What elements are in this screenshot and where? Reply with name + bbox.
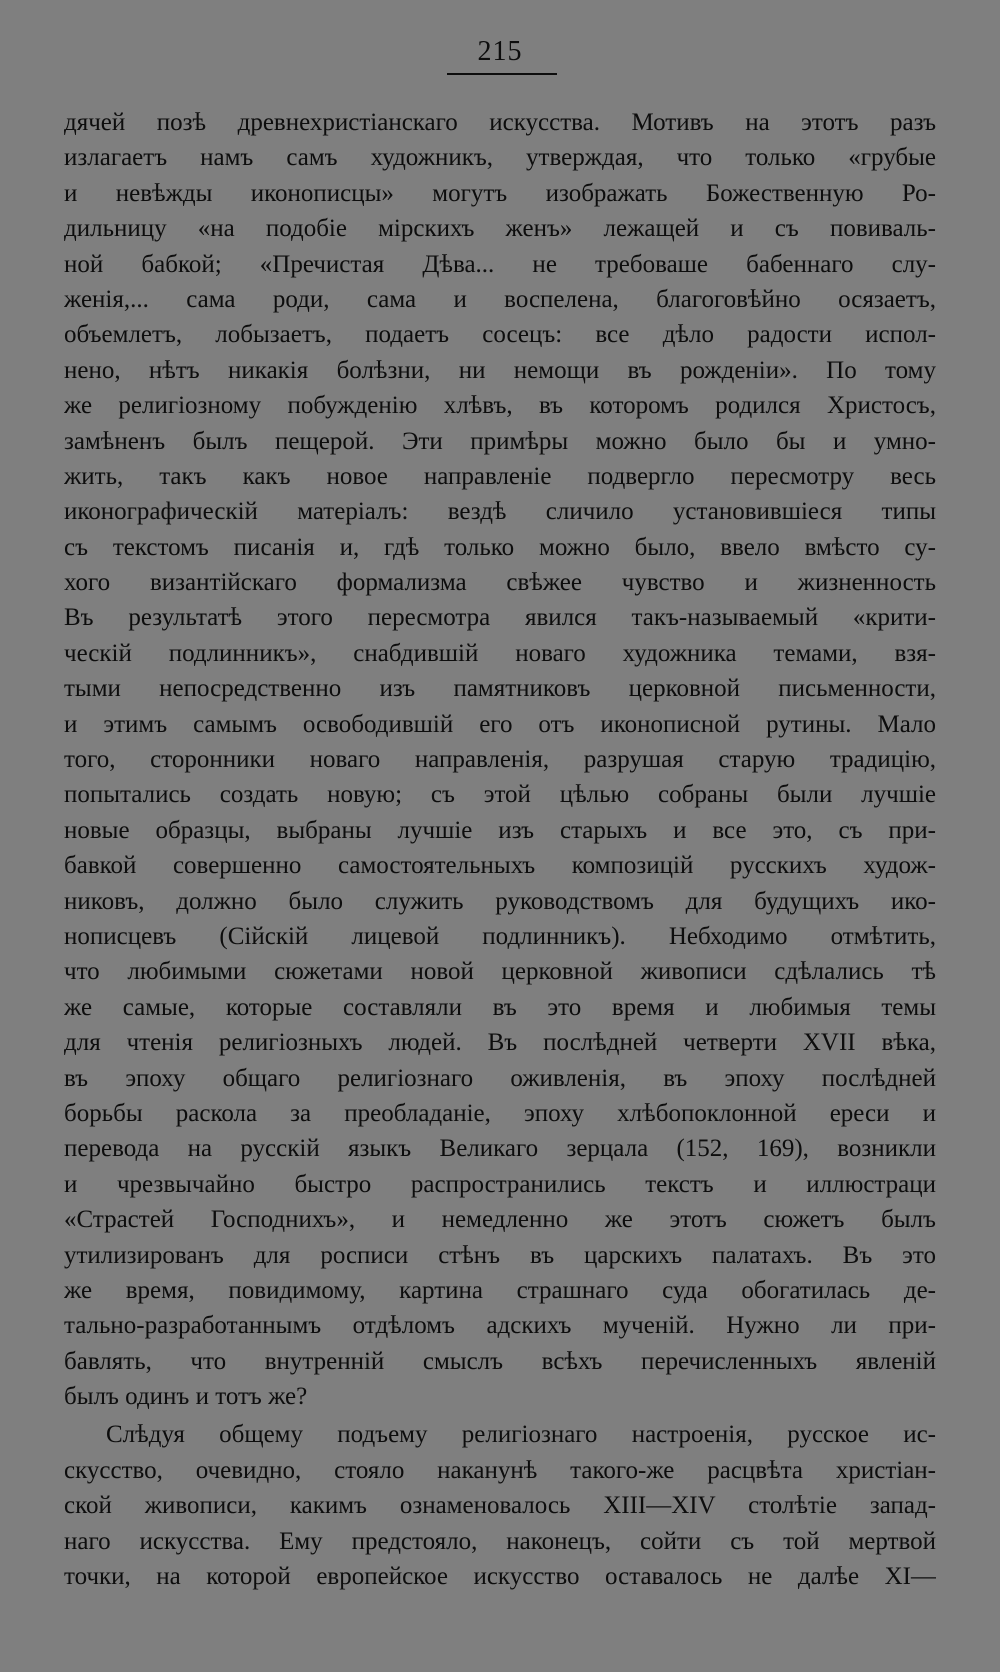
text-line: объемлетъ, лобызаетъ, подаетъ сосецъ: все дѣло радости испол- — [64, 321, 936, 349]
text-line: же религіозному побужденію хлѣвъ, въ которомъ родился Христосъ, — [64, 392, 936, 420]
text-line: утилизированъ для росписи стѣнъ въ царскихъ палатахъ. Въ это — [64, 1241, 936, 1269]
page-number: 215 — [477, 36, 523, 67]
text-line: попытались создать новую; съ этой цѣлью собраны были лучшіе — [64, 781, 936, 809]
text-line: и невѣжды иконописцы» могутъ изображать Божественную Ро- — [64, 179, 936, 207]
text-line: бавлять, что внутренній смыслъ всѣхъ перечисленныхъ явленій — [64, 1347, 936, 1375]
text-line: наго искусства. Ему предстояло, наконецъ, сойти съ той мертвой — [64, 1527, 936, 1555]
text-line: и чрезвычайно быстро распространились текстъ и иллюстраци — [64, 1170, 936, 1198]
paragraph-2 — [64, 1417, 936, 1594]
text-line: Въ результатѣ этого пересмотра явился такъ-называемый «крити- — [64, 604, 936, 632]
body-text — [64, 105, 936, 1594]
paragraph-1 — [64, 105, 936, 1414]
page-number-rule — [447, 73, 557, 75]
text-line: бавкой совершенно самостоятельныхъ композицій русскихъ худож- — [64, 852, 936, 880]
text-line: же самые, которые составляли въ это время и любимыя темы — [64, 993, 936, 1021]
text-line: и этимъ самымъ освободившій его отъ иконописной рутины. Мало — [64, 710, 936, 738]
text-line: излагаетъ намъ самъ художникъ, утверждая, что только «грубые — [64, 144, 936, 172]
text-line: борьбы раскола за преобладаніе, эпоху хлѣбопоклонной ереси и — [64, 1099, 936, 1127]
text-line: нено, нѣтъ никакія болѣзни, ни немощи въ рожденіи». По тому — [64, 356, 936, 384]
text-line: женія,... сама роди, сама и воспелена, благоговѣйно осязаетъ, — [64, 285, 936, 313]
text-line: дячей позѣ древнехристіанскаго искусства. Мотивъ на этотъ разъ — [64, 109, 936, 136]
text-line: хого византійскаго формализма свѣжее чувство и жизненность — [64, 569, 936, 597]
text-line: того, сторонники новаго направленія, разрушая старую традицію, — [64, 746, 936, 774]
text-line: дильницу «на подобіе мірскихъ женъ» лежащей и съ повиваль- — [64, 215, 936, 243]
text-line: иконографическій матеріалъ: вездѣ сличило установившіеся типы — [64, 498, 936, 526]
text-line: же время, повидимому, картина страшнаго суда обогатилась де- — [64, 1276, 936, 1304]
text-line: ской живописи, какимъ ознаменовалось XIII—XIV столѣтіе запад- — [64, 1492, 936, 1520]
text-line: ческій подлинникъ», снабдившій новаго художника темами, взя- — [64, 639, 936, 667]
text-line: въ эпоху общаго религіознаго оживленія, въ эпоху послѣдней — [64, 1064, 936, 1092]
text-line: замѣненъ былъ пещерой. Эти примѣры можно было бы и умно- — [64, 427, 936, 455]
text-line: ной бабкой; «Пречистая Дѣва... не требоваше бабеннаго слу- — [64, 250, 936, 278]
text-line: жить, такъ какъ новое направленіе подвергло пересмотру весь — [64, 462, 936, 490]
text-line: никовъ, должно было служить руководствомъ для будущихъ ико- — [64, 887, 936, 915]
text-line: нописцевъ (Сійскій лицевой подлинникъ). Небходимо отмѣтить, — [64, 922, 936, 950]
text-line: что любимыми сюжетами новой церковной живописи сдѣлались тѣ — [64, 958, 936, 986]
text-line: точки, на которой европейское искусство оставалось не далѣе XI— — [64, 1563, 936, 1591]
text-line: для чтенія религіозныхъ людей. Въ послѣдней четверти XVII вѣка, — [64, 1029, 936, 1057]
text-line: съ текстомъ писанія и, гдѣ только можно было, ввело вмѣсто су- — [64, 533, 936, 561]
text-line: тыми непосредственно изъ памятниковъ церковной письменности, — [64, 675, 936, 703]
text-line: перевода на русскій языкъ Великаго зерцала (152, 169), возникли — [64, 1135, 936, 1163]
text-line: тально-разработаннымъ отдѣломъ адскихъ мученій. Нужно ли при- — [64, 1312, 936, 1340]
text-line: скусство, очевидно, стояло наканунѣ такого-же расцвѣта христіан- — [64, 1456, 936, 1484]
text-line: былъ одинъ и тотъ же? — [64, 1383, 308, 1411]
text-line: новые образцы, выбраны лучшіе изъ старыхъ и все это, съ при- — [64, 816, 936, 844]
text-line: «Страстей Господнихъ», и немедленно же этотъ сюжетъ былъ — [64, 1206, 936, 1234]
text-line: Слѣдуя общему подъему религіознаго настроенія, русское ис- — [106, 1421, 936, 1449]
